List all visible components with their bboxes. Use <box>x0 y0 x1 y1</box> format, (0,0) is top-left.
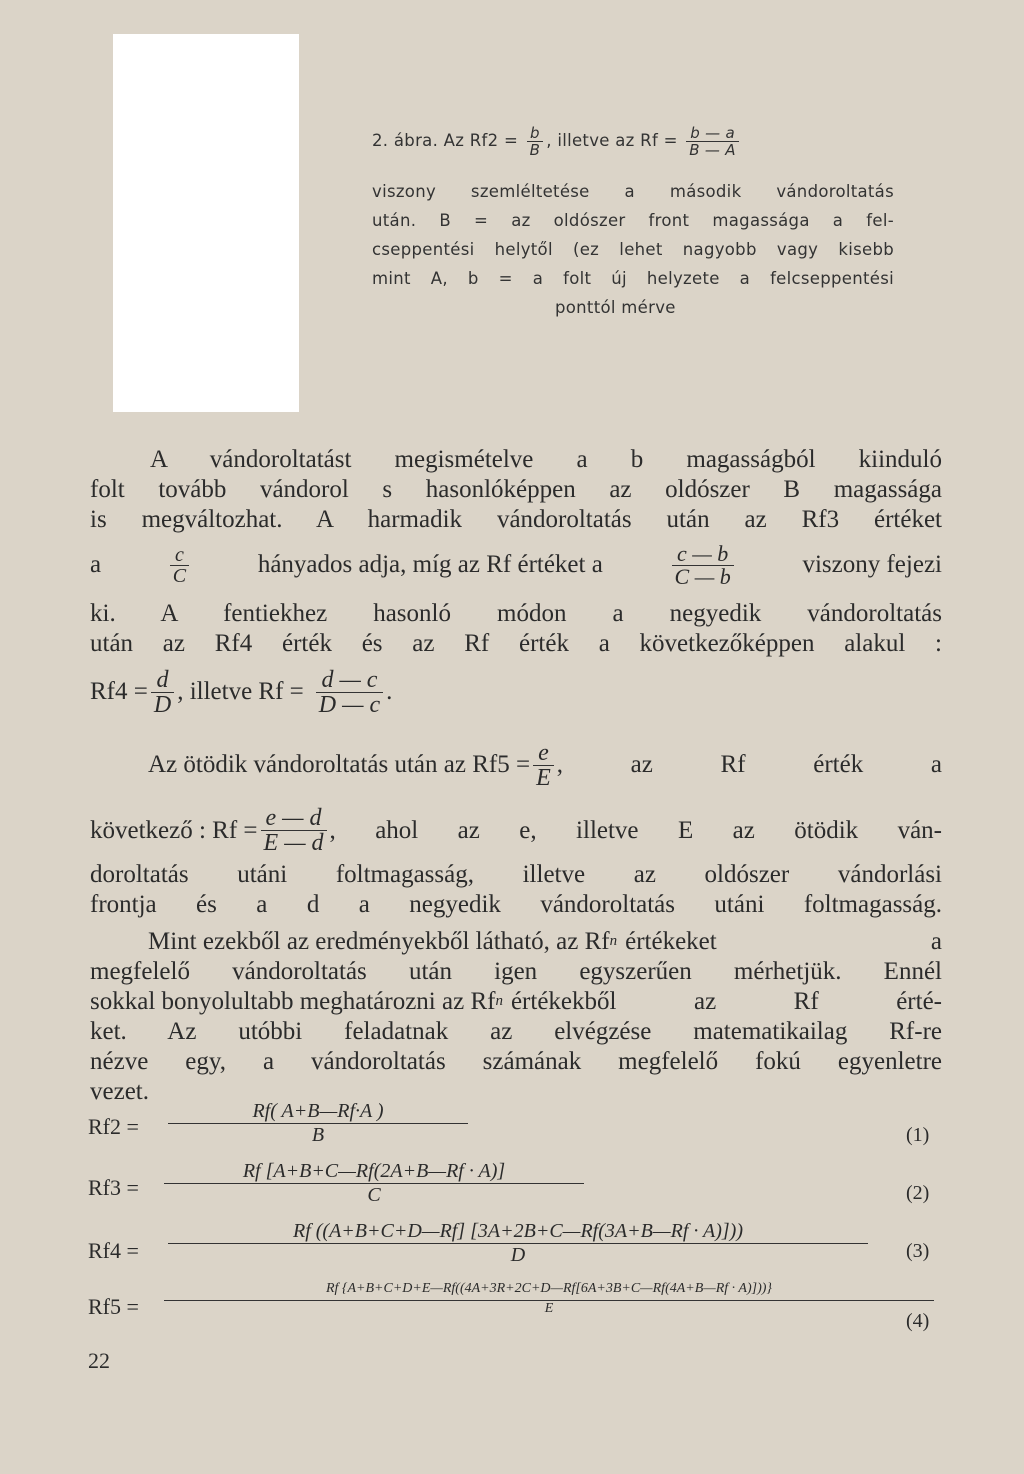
frac-den: C <box>170 565 189 586</box>
para1-line-7 <box>90 667 942 717</box>
frac-den: E <box>533 765 554 790</box>
para3-l1-b: értékeket a <box>625 928 942 955</box>
eq3-den: D <box>168 1243 868 1267</box>
para3-l1-sub: n <box>609 933 618 949</box>
para3-line-5: nézve egy, a vándoroltatás számának megfelelő fokú egyenletre <box>90 1048 942 1075</box>
caption-frac1-num: b <box>530 124 540 142</box>
para2-line-4: frontja és a d a negyedik vándoroltatás utáni foltmagasság. <box>90 891 942 918</box>
para1-l7-b: , illetve Rf = <box>177 678 304 706</box>
para2-l1-b: , az Rf érték a <box>556 751 942 779</box>
para1-l7-c: . <box>386 678 393 706</box>
eq1-fraction <box>168 1100 468 1147</box>
para1-line-3: is megváltozhat. A harmadik vándoroltatás után az Rf3 értéket <box>90 506 942 533</box>
para1-line-4 <box>90 540 942 589</box>
caption-frac1-den: B <box>527 141 544 158</box>
caption-line-2: viszony szemléltetése a második vándoroltatás <box>372 182 894 201</box>
caption-line-1 <box>372 125 742 158</box>
figure-caption <box>372 125 894 350</box>
eq2-den: C <box>164 1183 584 1207</box>
caption-line-6: ponttól mérve <box>555 298 676 317</box>
frac-num: d — c <box>321 666 378 693</box>
frac-num: e — d <box>265 805 322 831</box>
fraction-e-over-e <box>533 741 554 790</box>
fraction-e-minus-d <box>261 806 327 855</box>
eq1-label: (1) <box>906 1124 930 1146</box>
equation-block <box>88 1100 948 1340</box>
para1-line-6: után az Rf4 érték és az Rf érték a következőképpen alakul : <box>90 630 942 657</box>
caption-fraction-1 <box>527 125 544 158</box>
frac-num: e <box>538 739 549 766</box>
para1-line-1: A vándoroltatást megismételve a b magasságból kiinduló <box>150 446 942 473</box>
eq1-den: B <box>168 1123 468 1147</box>
frac-num: c <box>175 543 184 566</box>
para1-l4-a: a <box>90 551 102 579</box>
para3-line-1 <box>148 927 942 957</box>
para1-l7-a: Rf4 = <box>90 678 148 706</box>
eq4-den: E <box>164 1300 934 1317</box>
frac-den: C — b <box>672 565 734 588</box>
eq4-fraction <box>164 1278 934 1317</box>
para1-fraction-c-minus-b <box>672 540 734 589</box>
body-text <box>90 445 942 1145</box>
caption-prefix: 2. ábra. Az Rf2 = <box>372 131 519 150</box>
para2-line-1 <box>90 740 942 790</box>
caption-line-5: mint A, b = a folt új helyzete a felcseppentési <box>372 269 894 288</box>
caption-middle: , illetve az Rf = <box>546 131 678 150</box>
eq3-num: Rf ((A+B+C+D—Rf] [3A+2B+C—Rf(3A+B—Rf · A)])) <box>292 1220 743 1242</box>
frac-num: c — b <box>676 540 729 566</box>
para3-l3-a: sokkal bonyolultabb meghatározni az Rf <box>90 988 496 1015</box>
eq2-label: (2) <box>906 1182 930 1204</box>
eq4-label: (4) <box>906 1310 930 1332</box>
para3-l3-b: értékekből az Rf érté- <box>510 988 942 1015</box>
frac-den: E — d <box>261 830 327 855</box>
fraction-d-minus-c <box>316 668 383 717</box>
frac-den: D <box>151 692 174 717</box>
page-number: 22 <box>88 1348 110 1373</box>
eq3-label: (3) <box>906 1240 930 1262</box>
frac-num: d <box>156 666 169 693</box>
para1-l4-b: hányados adja, míg az Rf értéket a <box>257 551 603 579</box>
para1-fraction-c-over-c <box>170 545 189 586</box>
para3-line-2: megfelelő vándoroltatás után igen egyszerűen mérhetjük. Ennél <box>90 958 942 985</box>
para2-l2-b: , ahol az e, illetve E az ötödik ván- <box>329 816 942 844</box>
eq2-num: Rf [A+B+C—Rf(2A+B—Rf · A)] <box>242 1160 506 1182</box>
para3-line-4: ket. Az utóbbi feladatnak az elvégzése matematikailag Rf-re <box>90 1018 942 1045</box>
caption-line-3: után. B = az oldószer front magassága a fel- <box>372 211 894 230</box>
eq3-fraction <box>168 1220 868 1267</box>
eq1-lhs: Rf2 = <box>88 1114 139 1139</box>
para2-l2-a: következő : Rf = <box>90 816 258 844</box>
eq2-lhs: Rf3 = <box>88 1175 139 1200</box>
eq1-num: Rf( A+B—Rf·A ) <box>252 1100 384 1122</box>
para1-l4-c: viszony fejezi <box>802 551 942 579</box>
frac-den: D — c <box>316 692 383 717</box>
para3-line-6: vezet. <box>90 1078 149 1105</box>
eq4-num: Rf {A+B+C+D+E—Rf((4A+3R+2C+D—Rf[6A+3B+C—Rf(4A+B—Rf · A)]))} <box>325 1281 773 1296</box>
para1-line-2: folt tovább vándorol s hasonlóképpen az oldószer B magassága <box>90 476 942 503</box>
para3-l1-a: Mint ezekből az eredményekből látható, az Rf <box>148 928 610 955</box>
para1-line-5: ki. A fentiekhez hasonló módon a negyedik vándoroltatás <box>90 600 942 627</box>
para3-l3-sub: n <box>495 993 503 1009</box>
para2-l1-a: Az ötödik vándoroltatás után az Rf5 = <box>148 751 531 779</box>
eq2-fraction <box>164 1160 584 1207</box>
eq4-lhs: Rf5 = <box>88 1294 139 1319</box>
para3-line-3 <box>90 987 942 1017</box>
para2-line-3: doroltatás utáni foltmagasság, illetve az oldószer vándorlási <box>90 861 942 888</box>
caption-frac2-den: B — A <box>686 141 739 158</box>
fraction-d-over-d <box>151 668 174 717</box>
caption-frac2-num: b — a <box>690 124 735 142</box>
figure-image-placeholder <box>113 34 299 412</box>
eq3-lhs: Rf4 = <box>88 1238 139 1263</box>
para2-line-2 <box>90 803 942 858</box>
caption-fraction-2 <box>686 125 739 158</box>
caption-line-4: cseppentési helytől (ez lehet nagyobb vagy kisebb <box>372 240 894 259</box>
